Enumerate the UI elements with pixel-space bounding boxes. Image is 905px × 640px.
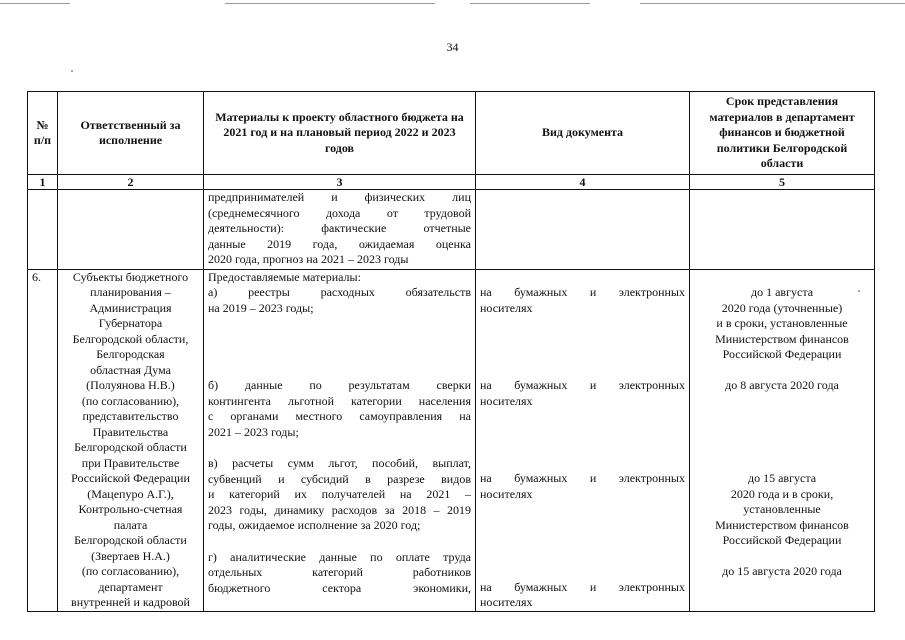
deadline-line: Российской Федерации (722, 533, 842, 547)
header-responsible: Ответственный за исполнение (58, 92, 204, 175)
item-b-line: с органами местного самоуправления на (208, 409, 471, 423)
header-doc-type: Вид документа (476, 92, 690, 175)
text-line: Белгородская (96, 347, 165, 361)
text-line: (Полуянова Н.В.) (86, 378, 175, 392)
text-line: (по согласованию), (81, 393, 180, 408)
col-number: 5 (690, 175, 875, 190)
text-line: (по согласованию), (81, 564, 180, 578)
item-a-line: а) реестры расходных обязательств (208, 285, 471, 299)
doc-type-line: на бумажных и электронных (480, 579, 685, 594)
intro-line: Предоставляемые материалы: (208, 269, 361, 284)
deadline-cell (690, 269, 875, 611)
text-line: Администрация (89, 300, 172, 315)
col-number: 1 (28, 175, 58, 190)
deadline-line: и в сроки, установленные (716, 316, 848, 330)
deadline-line: до 1 августа (750, 285, 814, 299)
text-line: (Мацепуро А.Г.), (87, 486, 174, 501)
text-line: Белгородской области (74, 533, 187, 547)
text-line: палата (113, 517, 148, 532)
text-line: Белгородской области, (72, 331, 189, 346)
table-row (28, 269, 875, 611)
deadline-line: Министерством финансов (715, 331, 849, 346)
scan-edge-line (640, 3, 905, 4)
deadline-line: 2020 года и в сроки, (730, 486, 834, 501)
item-b-line: 2021 – 2023 годы; (208, 424, 299, 439)
budget-materials-table (27, 91, 875, 612)
text-line: Белгородской области (74, 440, 187, 454)
table-header-row (28, 92, 875, 175)
text-line: планирования – (90, 285, 171, 299)
scan-speck (71, 70, 73, 72)
text-line: (среднемесячного дохода от трудовой (208, 205, 471, 220)
text-line: представительство (82, 409, 179, 423)
doc-type-line: на бумажных и электронных (480, 471, 685, 485)
deadline-line: до 8 августа 2020 года (725, 378, 839, 392)
item-c-line: и категорий их получателей на 2021 – (208, 487, 471, 501)
item-b-line: б) данные по результатам сверки (208, 378, 471, 392)
col-number: 4 (476, 175, 690, 190)
table-row (28, 190, 875, 270)
item-d-line: г) аналитические данные по оплате труда (208, 549, 471, 564)
scan-edge-line (225, 3, 435, 4)
doc-type-line: на бумажных и электронных (480, 285, 685, 299)
text-line: Контрольно-счетная (78, 502, 183, 516)
item-d-line: бюджетного сектора экономики, (208, 580, 471, 595)
item-a-line: на 2019 – 2023 годы; (208, 300, 314, 315)
doc-type-line: носителях (480, 393, 533, 408)
header-deadline: Срок представления материалов в департамент финансов и бюджетной политики Белгородской области (690, 92, 875, 175)
text-line: внутренней и кадровой (71, 595, 190, 609)
header-materials: Материалы к проекту областного бюджета на 2021 год и на плановый период 2022 и 2023 годов (204, 92, 476, 175)
column-numbers-row (28, 175, 875, 190)
col-number: 3 (204, 175, 476, 190)
text-line: Губернатора (98, 316, 163, 330)
deadline-line: Российской Федерации (722, 347, 842, 361)
doc-type-line: носителях (480, 486, 533, 501)
col-number: 2 (58, 175, 204, 190)
row-number: 6. (28, 269, 58, 611)
text-line: при Правительстве (81, 455, 180, 470)
text-line: данные 2019 года, ожидаемая оценка (208, 236, 471, 251)
deadline-line: установленные (743, 502, 821, 516)
item-c-line: субвенций и субсидий в разрезе видов (208, 471, 471, 486)
item-c-line: годы, ожидаемое исполнение за 2020 год; (208, 518, 421, 532)
text-line: Субъекты бюджетного (72, 269, 189, 284)
scan-edge-line (0, 3, 70, 4)
deadline-line: до 15 августа (747, 471, 817, 485)
item-d-line: отдельных категорий работников (208, 565, 471, 579)
doc-type-line: носителях (480, 595, 533, 609)
doc-type-line: на бумажных и электронных (480, 378, 685, 392)
text-line: 2020 года, прогноз на 2021 – 2023 годы (208, 252, 409, 266)
page-number: 34 (446, 40, 459, 54)
item-b-line: контингента льготной категории населения (208, 393, 471, 408)
item-c-line: в) расчеты сумм льгот, пособий, выплат, (208, 456, 471, 470)
text-line: Правительства (92, 424, 169, 439)
responsible-cell (58, 269, 204, 611)
text-line: (Звертаев Н.А.) (91, 548, 170, 563)
deadline-line: 2020 года (уточненные) (721, 300, 843, 315)
text-line: Российской Федерации (71, 471, 190, 485)
deadline-line: Министерством финансов (715, 517, 849, 532)
item-c-line: 2023 годы, динамику расходов за 2018 – 2019 (208, 502, 471, 517)
scan-edge-line (470, 3, 590, 4)
text-line: предпринимателей и физических лиц (208, 190, 471, 204)
doc-type-cell (476, 269, 690, 611)
deadline-line: до 15 августа 2020 года (722, 564, 842, 578)
text-line: департамент (98, 579, 163, 594)
materials-cell (204, 269, 476, 611)
text-line: деятельности): фактические отчетные (208, 221, 471, 235)
continuation-materials-cell (204, 190, 476, 270)
header-num: № п/п (28, 92, 58, 175)
text-line: областная Дума (90, 362, 171, 377)
doc-type-line: носителях (480, 300, 533, 315)
